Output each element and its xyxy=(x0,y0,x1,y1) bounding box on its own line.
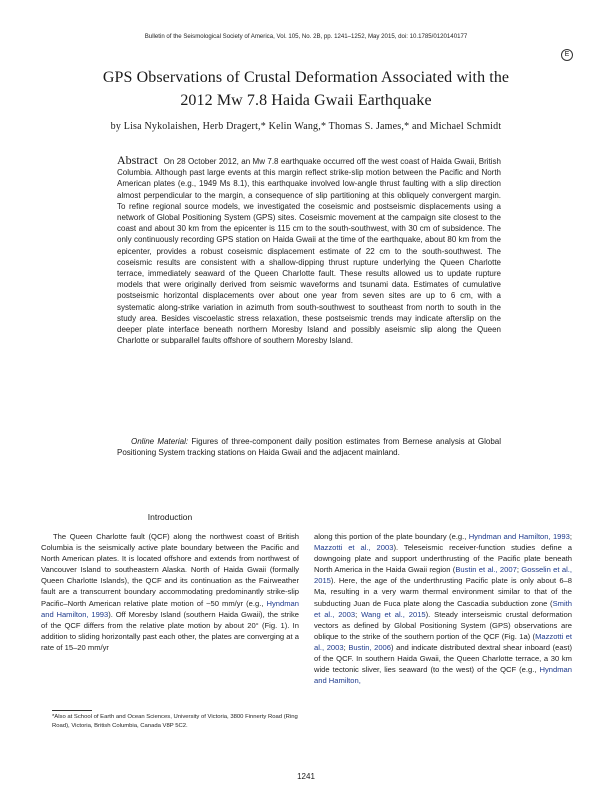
citation-link[interactable]: Smith et al., 2003 xyxy=(314,598,572,619)
abstract xyxy=(117,155,501,346)
paragraph-text: The Queen Charlotte fault (QCF) along the northwest coast of British Columbia is the seismically active plate boundary between the Pacific and North American plates. It is located offshore and extends from northwest of Vancouver Island to southeastern Alaska. North of Haida Gwaii (formally Queen Charlotte Islands), the QCF and its continuation as the Fairweather fault are a transcurrent boundary accommodating predominantly strike-slip Pacific–North American relative plate motion of ~50 mm/yr (e.g., xyxy=(41,532,299,608)
body-column-left xyxy=(41,531,299,653)
paper-title xyxy=(40,66,572,112)
citation-link[interactable]: Hyndman and Hamilton, 1993 xyxy=(41,598,299,619)
online-material xyxy=(117,436,501,458)
paragraph-text: ). Teleseismic receiver-function studies define a downgoing plate and support underthrusting of the Pacific plate beneath North America in the Haida Gwaii region ( xyxy=(314,543,572,575)
title-line-2: 2012 Mw 7.8 Haida Gwaii Earthquake xyxy=(180,92,432,109)
section-heading-introduction: Introduction xyxy=(147,512,193,522)
footnote-rule xyxy=(52,710,92,711)
abstract-heading: Abstract xyxy=(117,153,158,167)
paragraph-text: ). Steady interseismic crustal deformation vectors as defined by Global Positioning System (GPS) observations are oblique to the strike of the southern portion of the QCF (Fig. 1a) ( xyxy=(314,609,572,641)
paragraph-text: ; xyxy=(569,532,572,541)
citation-link[interactable]: Bustin, 2006 xyxy=(348,642,391,652)
title-line-1: GPS Observations of Crustal Deformation Associated with the xyxy=(102,69,510,86)
online-material-heading: Online Material: xyxy=(131,437,189,446)
citation-link[interactable]: Mazzotti et al., 2003 xyxy=(314,631,572,652)
author-affiliation-footnote: *Also at School of Earth and Ocean Sciences, University of Victoria, 3800 Finnerty Road (Ring Road), Victoria, British Columbia, Canada V8P 5C2. xyxy=(52,714,298,729)
paragraph-text: ; xyxy=(355,609,358,619)
citation-link[interactable]: Mazzotti et al., 2003 xyxy=(314,543,394,553)
citation-link[interactable]: Gosselin et al., 2015 xyxy=(314,565,572,586)
paragraph-text: ). Off Moresby Island (southern Haida Gwaii), the strike of the QCF differs from the relative plate motion by about 20° (Fig. 1). In addition to sliding horizontally past each other, the plates are converging at a rate of 15–20 mm/yr xyxy=(41,609,300,652)
paragraph-text: ; xyxy=(516,565,519,575)
page-number: 1241 xyxy=(297,772,315,781)
body-column-right xyxy=(314,531,572,686)
author-list: by Lisa Nykolaishen, Herb Dragert,* Kelin Wang,* Thomas S. James,* and Michael Schmidt xyxy=(110,121,502,132)
abstract-text: On 28 October 2012, an Mw 7.8 earthquake occurred off the west coast of Haida Gwaii, British Columbia. Although past large events at this margin reflect strike-slip motion between the Pacific and North American plates (e.g., 1949 Ms 8.1), this earthquake involved low-angle thrust faulting with a slip direction almost perpendicular to the margin, a consequence of slip partitioning at this obliquely convergent margin. To refine regional source models, we investigated the coseismic and postseismic displacements using a network of Global Positioning System (GPS) sites. Coseismic movement at the campaign site closest to the coast and about 30 km from the epicenter is 115 cm to the south-southwest, with 30 cm of subsidence. The only continuously recording GPS station on Haida Gwaii at the time of the earthquake, about 80 km from the epicenter, provides a robust coseismic displacement estimate of 22 cm to the south-southwest. The coseismic results are consistent with a shallow-dipping thrust rupture underlying the Queen Charlotte terrace, immediately seaward of the Queen Charlotte fault. These results allowed us to update rupture models that were originally derived from seismic waveforms and tsunami data. Estimates of cumulative postseismic horizontal displacements over about one year from seven sites are up to 6 cm, with a systematic along-strike variation in azimuth from south-southwest to southeast from north to south in the study area. Besides viscoelastic stress relaxation, these postseismic trends may indicate afterslip on the deeper plate interface beneath northern Moresby Island and possibly aseismic slip along the Queen Charlotte or subparallel faults offshore of southern Moresby Island. xyxy=(117,157,501,346)
journal-header: Bulletin of the Seismological Society of America, Vol. 105, No. 2B, pp. 1241–1252, May 2015, doi: 10.1785/0120140177 xyxy=(144,33,468,40)
paragraph-text: ) and indicate distributed dextral shear inboard (east) of the QCF. In southern Haida Gwaii, the Queen Charlotte terrace, a 30 km wide tectonic sliver, lies seaward (to the west) of the QCF (e.g., xyxy=(314,642,572,675)
paragraph-text: along this portion of the plate boundary (e.g., xyxy=(314,532,467,541)
paragraph-text: ). Here, the age of the underthrusting Pacific plate is only about 6–8 Ma, resulting in a very warm thermal environment similar to that of the subducting Juan de Fuca plate along the Cascadia subduction zone ( xyxy=(314,576,572,608)
citation-link[interactable]: Wang et al., 2015 xyxy=(361,609,426,619)
electronic-supplement-icon: E xyxy=(561,49,573,61)
citation-link[interactable]: Hyndman and Hamilton, xyxy=(314,665,572,686)
paragraph-text: ; xyxy=(343,642,346,652)
citation-link[interactable]: Bustin et al., 2007 xyxy=(455,565,517,575)
online-material-text: Figures of three-component daily position estimates from Bernese analysis at Global Positioning System tracking stations on Haida Gwaii and the adjacent mainland. xyxy=(117,437,502,458)
citation-link[interactable]: Hyndman and Hamilton, 1993 xyxy=(468,532,570,541)
